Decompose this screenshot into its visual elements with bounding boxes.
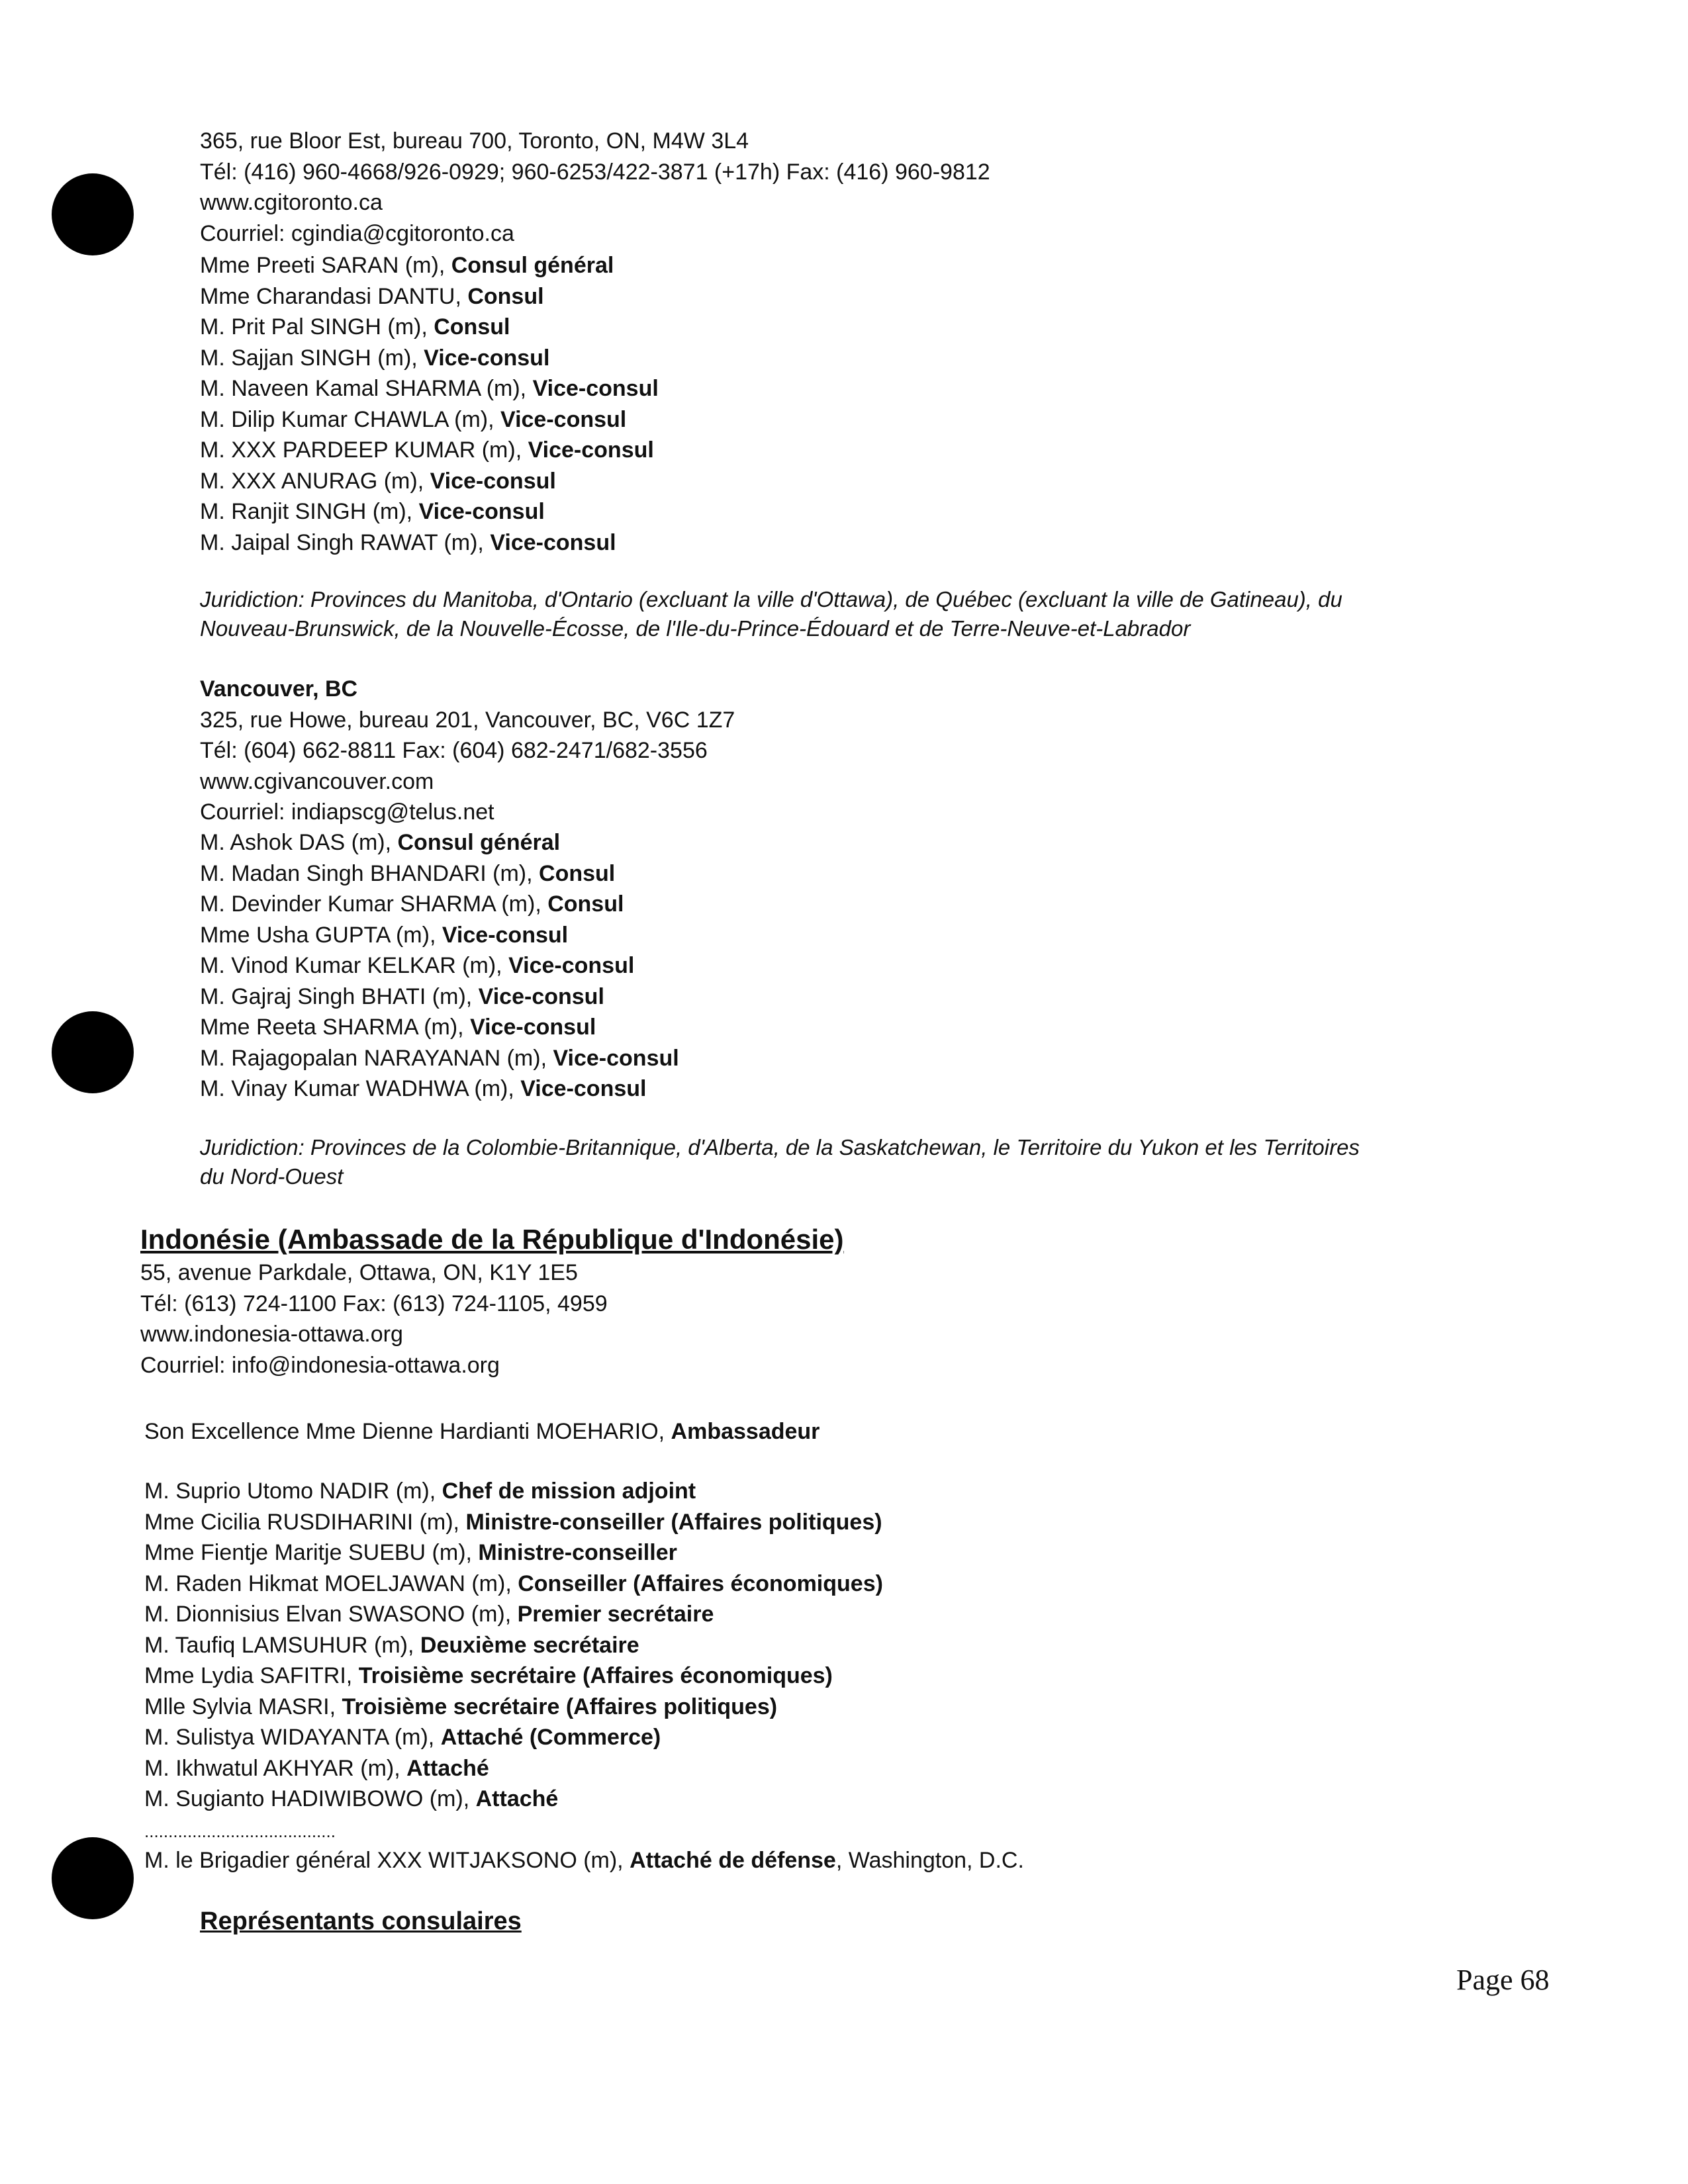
indonesia-address-line: 55, avenue Parkdale, Ottawa, ON, K1Y 1E5 (140, 1260, 578, 1285)
toronto-website: www.cgitoronto.ca (200, 190, 383, 215)
indonesia-phone-line: Tél: (613) 724-1100 Fax: (613) 724-1105, 4959 (140, 1291, 608, 1316)
staff-entry: Mme Reeta SHARMA (m), Vice-consul (200, 1015, 596, 1040)
staff-entry: M. Dionnisius Elvan SWASONO (m), Premier secrétaire (144, 1602, 714, 1627)
staff-entry: M. Ikhwatul AKHYAR (m), Attaché (144, 1755, 489, 1781)
jurisdiction-line: Juridiction: Provinces de la Colombie-Britannique, d'Alberta, de la Saskatchewan, le Territoire du Yukon et les Territoires (200, 1135, 1360, 1160)
toronto-address-line: 365, rue Bloor Est, bureau 700, Toronto, ON, M4W 3L4 (200, 128, 749, 154)
ambassador-entry: Son Excellence Mme Dienne Hardianti MOEHARIO, Ambassadeur (144, 1419, 820, 1444)
jurisdiction-line: Juridiction: Provinces du Manitoba, d'Ontario (excluant la ville d'Ottawa), de Québec (excluant la ville de Gatineau), du (200, 587, 1342, 612)
vancouver-city-heading: Vancouver, BC (200, 676, 358, 702)
staff-entry: M. Taufiq LAMSUHUR (m), Deuxième secrétaire (144, 1632, 639, 1658)
indonesia-section-heading: Indonésie (Ambassade de la République d'Indonésie) (140, 1224, 844, 1255)
staff-entry: Mme Lydia SAFITRI, Troisième secrétaire (Affaires économiques) (144, 1663, 833, 1688)
staff-entry: M. Prit Pal SINGH (m), Consul (200, 314, 510, 340)
vancouver-jurisdiction (200, 1133, 1360, 1191)
staff-entry: M. Vinod Kumar KELKAR (m), Vice-consul (200, 953, 635, 978)
dotted-separator: ........................................ (144, 1821, 336, 1841)
staff-entry: Mlle Sylvia MASRI, Troisième secrétaire (Affaires politiques) (144, 1694, 778, 1719)
staff-entry: Mme Cicilia RUSDIHARINI (m), Ministre-conseiller (Affaires politiques) (144, 1509, 882, 1535)
toronto-phone-line: Tél: (416) 960-4668/926-0929; 960-6253/422-3871 (+17h) Fax: (416) 960-9812 (200, 159, 990, 185)
punch-hole-top (52, 173, 134, 255)
staff-entry: Mme Charandasi DANTU, Consul (200, 283, 544, 309)
staff-entry: M. Raden Hikmat MOELJAWAN (m), Conseiller (Affaires économiques) (144, 1570, 883, 1596)
indonesia-email: Courriel: info@indonesia-ottawa.org (140, 1352, 500, 1378)
staff-entry: M. Ranjit SINGH (m), Vice-consul (200, 499, 545, 524)
toronto-address-block (200, 126, 990, 249)
staff-entry: M. Vinay Kumar WADHWA (m), Vice-consul (200, 1076, 647, 1101)
staff-entry: M. Gajraj Singh BHATI (m), Vice-consul (200, 983, 604, 1009)
staff-entry: Mme Fientje Maritje SUEBU (m), Ministre-conseiller (144, 1540, 677, 1565)
defense-attache-entry: M. le Brigadier général XXX WITJAKSONO (m), Attaché de défense, Washington, D.C. (144, 1848, 1024, 1873)
jurisdiction-line: du Nord-Ouest (200, 1164, 344, 1189)
staff-entry: M. XXX PARDEEP KUMAR (m), Vice-consul (200, 437, 654, 463)
vancouver-phone-line: Tél: (604) 662-8811 Fax: (604) 682-2471/682-3556 (200, 738, 708, 763)
staff-entry: M. Suprio Utomo NADIR (m), Chef de mission adjoint (144, 1479, 696, 1504)
staff-entry: Mme Usha GUPTA (m), Vice-consul (200, 922, 569, 948)
jurisdiction-line: Nouveau-Brunswick, de la Nouvelle-Écosse, de l'Ile-du-Prince-Édouard et de Terre-Neuve-et-Labrador (200, 616, 1191, 641)
vancouver-email: Courriel: indiapscg@telus.net (200, 799, 494, 825)
punch-hole-middle (52, 1011, 134, 1093)
staff-entry: M. Dilip Kumar CHAWLA (m), Vice-consul (200, 406, 627, 432)
staff-entry: M. Naveen Kamal SHARMA (m), Vice-consul (200, 376, 659, 401)
staff-entry: M. Sulistya WIDAYANTA (m), Attaché (Commerce) (144, 1725, 661, 1750)
staff-entry: M. Madan Singh BHANDARI (m), Consul (200, 860, 616, 886)
staff-entry: M. Rajagopalan NARAYANAN (m), Vice-consul (200, 1045, 679, 1071)
indonesia-website: www.indonesia-ottawa.org (140, 1322, 403, 1347)
vancouver-staff-list (200, 827, 679, 1105)
staff-entry: Mme Preeti SARAN (m), Consul général (200, 253, 614, 278)
punch-hole-bottom (52, 1837, 134, 1919)
staff-entry: M. Sajjan SINGH (m), Vice-consul (200, 345, 550, 371)
vancouver-address-block (200, 674, 735, 828)
indonesia-address-block (140, 1257, 608, 1381)
staff-entry: M. Devinder Kumar SHARMA (m), Consul (200, 891, 624, 917)
toronto-staff-list (200, 250, 659, 558)
page-number: Page 68 (1456, 1964, 1550, 1996)
toronto-email: Courriel: cgindia@cgitoronto.ca (200, 220, 514, 246)
staff-entry: M. Sugianto HADIWIBOWO (m), Attaché (144, 1786, 559, 1811)
indonesia-staff-list (144, 1476, 883, 1815)
staff-entry: M. Jaipal Singh RAWAT (m), Vice-consul (200, 529, 616, 555)
toronto-jurisdiction (200, 585, 1342, 643)
staff-entry: M. XXX ANURAG (m), Vice-consul (200, 468, 556, 494)
staff-entry: M. Ashok DAS (m), Consul général (200, 830, 561, 855)
vancouver-website: www.cgivancouver.com (200, 768, 434, 794)
consular-representatives-heading: Représentants consulaires (200, 1907, 522, 1935)
vancouver-address-line: 325, rue Howe, bureau 201, Vancouver, BC, V6C 1Z7 (200, 707, 735, 733)
